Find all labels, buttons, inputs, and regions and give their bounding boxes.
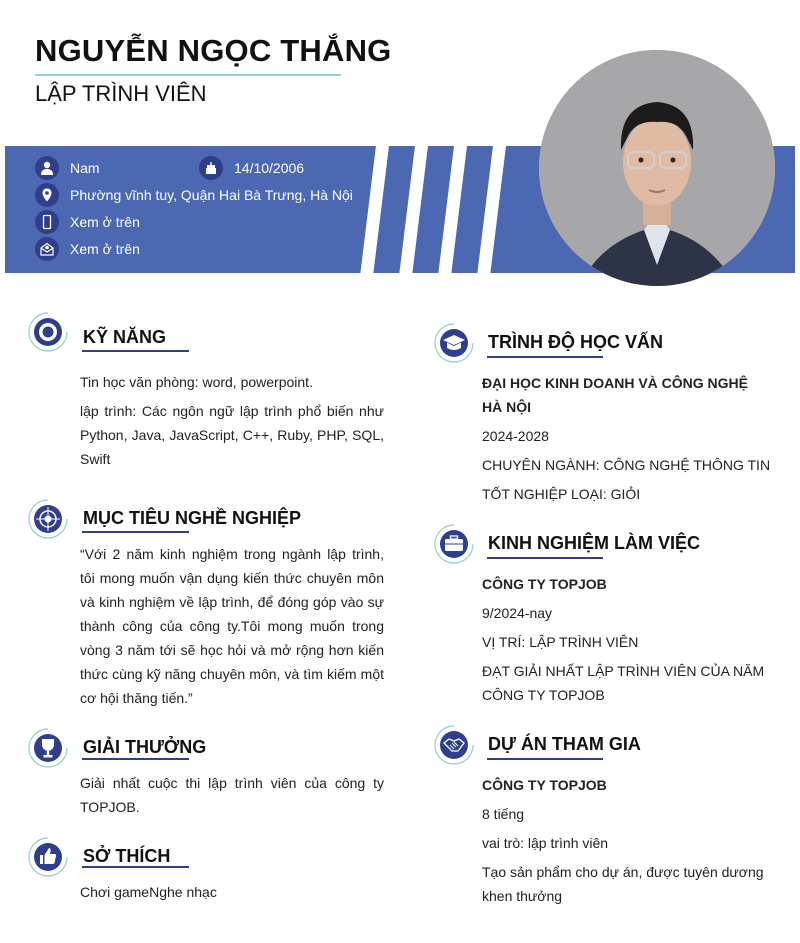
phone-value: Xem ở trên — [70, 214, 140, 230]
project-company: CÔNG TY TOPJOB — [482, 777, 607, 793]
graduation-cap-icon — [434, 323, 474, 363]
experience-heading: KINH NGHIỆM LÀM VIỆC — [488, 533, 701, 553]
trophy-icon — [28, 728, 68, 768]
education-major: CHUYÊN NGÀNH: CÔNG NGHỆ THÔNG TIN — [482, 457, 771, 473]
education-school: ĐẠI HỌC KINH DOANH VÀ CÔNG NGHỆ HÀ NỘI — [482, 375, 749, 415]
awards-text: Giải nhất cuộc thi lập trình viên của công ty TOPJOB. — [80, 775, 384, 815]
experience-period: 9/2024-nay — [482, 605, 553, 621]
envelope-icon — [35, 237, 59, 261]
briefcase-icon — [434, 524, 474, 564]
heading-underline — [82, 350, 189, 352]
heading-underline — [82, 866, 189, 868]
name-underline — [35, 74, 341, 76]
hobbies-text: Chơi gameNghe nhạc — [80, 884, 217, 900]
experience-company: CÔNG TY TOPJOB — [482, 576, 607, 592]
thumbs-up-icon — [28, 837, 68, 877]
project-duration: 8 tiếng — [482, 806, 525, 822]
candidate-title: LẬP TRÌNH VIÊN — [35, 81, 207, 106]
education-period: 2024-2028 — [482, 428, 549, 444]
contact-email — [35, 237, 140, 261]
heading-underline — [82, 758, 189, 760]
avatar — [539, 50, 775, 286]
email-value: Xem ở trên — [70, 241, 140, 257]
experience-position: VỊ TRÍ: LẬP TRÌNH VIÊN — [482, 634, 639, 650]
project-description: Tạo sản phẩm cho dự án, được tuyên dương khen thưởng — [482, 864, 764, 904]
project-role: vai trò: lập trình viên — [482, 835, 609, 851]
decor-stripe — [398, 146, 429, 273]
user-icon — [35, 156, 59, 180]
gender-value: Nam — [70, 160, 100, 176]
objective-heading: MỤC TIÊU NGHỀ NGHIỆP — [83, 508, 302, 528]
birthday-value: 14/10/2006 — [234, 160, 305, 176]
projects-heading: DỰ ÁN THAM GIA — [488, 734, 641, 754]
phone-icon — [35, 210, 59, 234]
contact-birthday — [199, 156, 304, 180]
contact-address — [35, 183, 353, 207]
gear-icon — [28, 312, 68, 352]
candidate-name: NGUYỄN NGỌC THẮNG — [35, 33, 392, 68]
heading-underline — [487, 557, 603, 559]
awards-heading: GIẢI THƯỞNG — [83, 737, 207, 757]
location-pin-icon — [35, 183, 59, 207]
handshake-icon — [434, 725, 474, 765]
contact-phone — [35, 210, 140, 234]
skill-item: Tin học văn phòng: word, powerpoint. — [80, 374, 313, 390]
decor-stripe — [437, 146, 468, 273]
objective-text: “Với 2 năm kinh nghiệm trong ngành lập trình, tôi mong muốn vận dụng kiến thức chuyên môn và kinh nghiệm về lập trình, để đóng góp vào sự thành công của công ty.Tôi mong muốn trong vòng 3 năm tới sẽ học hỏi và mở rộng hơn kiến thức cùng kỹ năng chuyên môn, và tìm kiếm một cơ hội thăng tiến.” — [80, 546, 384, 706]
address-value: Phường vĩnh tuy, Quận Hai Bà Trưng, Hà Nội — [70, 187, 353, 203]
heading-underline — [487, 758, 603, 760]
contact-gender — [35, 156, 100, 180]
skill-item: lập trình: Các ngôn ngữ lập trình phổ biến như Python, Java, JavaScript, C++, Ruby, PHP, SQL, Swift — [80, 403, 384, 467]
target-icon — [28, 499, 68, 539]
education-heading: TRÌNH ĐỘ HỌC VẤN — [488, 332, 663, 352]
education-grade: TỐT NGHIỆP LOẠI: GIỎI — [482, 486, 641, 502]
cake-icon — [199, 156, 223, 180]
hobbies-heading: SỞ THÍCH — [83, 846, 171, 866]
experience-achievement: ĐẠT GIẢI NHẤT LẬP TRÌNH VIÊN CỦA NĂM CÔNG TY TOPJOB — [482, 663, 765, 703]
heading-underline — [487, 356, 603, 358]
skills-heading: KỸ NĂNG — [83, 327, 167, 347]
decor-stripe — [476, 146, 507, 273]
heading-underline — [82, 531, 189, 533]
decor-stripe — [359, 146, 390, 273]
